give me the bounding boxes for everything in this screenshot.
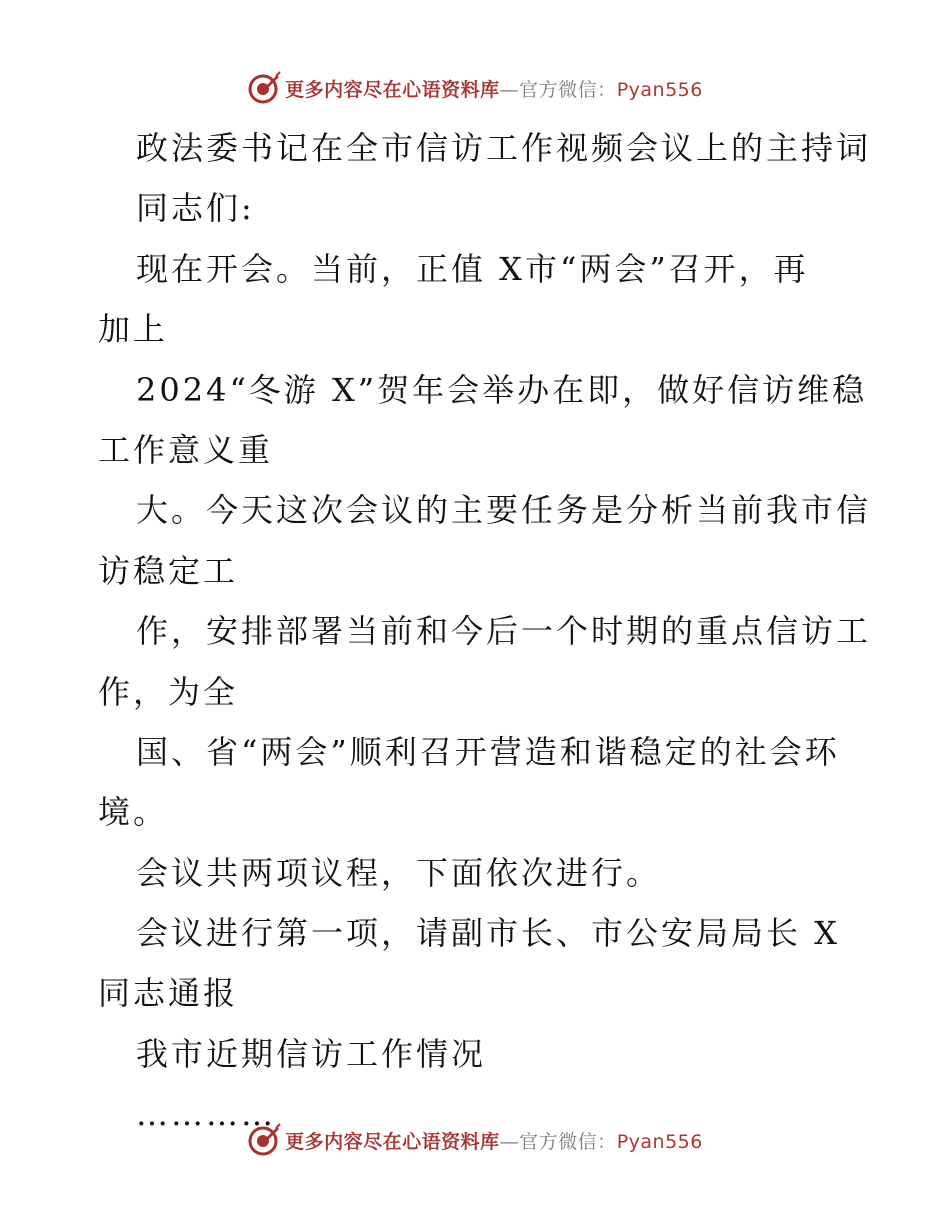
watermark-text: 更多内容尽在心语资料库—官方微信：Pyan556 [285, 78, 703, 101]
quill-seal-icon [247, 1123, 281, 1157]
text-line: ………… [136, 1095, 276, 1134]
text-line: 作，安排部署当前和今后一个时期的重点信访工 [136, 612, 872, 651]
text-line: 作，为全 [98, 672, 239, 711]
text-line: 现在开会。当前，正值 X市“两会”召开，再 [136, 249, 809, 288]
text-line: 会议进行第一项，请副市长、市公安局局长 X [136, 914, 840, 953]
watermark-header [0, 68, 950, 108]
text-line: 加上 [98, 310, 169, 349]
watermark-text: 更多内容尽在心语资料库—官方微信：Pyan556 [285, 1130, 703, 1153]
document-title: 政法委书记在全市信访工作视频会议上的主持词 [136, 129, 872, 167]
document-body [98, 118, 872, 1145]
watermark-footer [0, 1120, 950, 1160]
text-line: 我市近期信访工作情况 [136, 1034, 487, 1073]
text-line: 2024“冬游 X”贺年会举办在即，做好信访维稳 [136, 370, 868, 409]
text-line: 同志通报 [98, 974, 239, 1013]
text-line: 国、省“两会”顺利召开营造和谐稳定的社会环 [136, 732, 840, 771]
text-line: 境。 [98, 793, 169, 832]
quill-seal-icon [247, 71, 281, 105]
text-line: 会议共两项议程，下面依次进行。 [136, 853, 662, 892]
text-line: 工作意义重 [98, 430, 274, 469]
text-line: 大。今天这次会议的主要任务是分析当前我市信 [136, 491, 872, 530]
text-line: 同志们: [136, 189, 255, 228]
text-line: 访稳定工 [98, 551, 239, 590]
